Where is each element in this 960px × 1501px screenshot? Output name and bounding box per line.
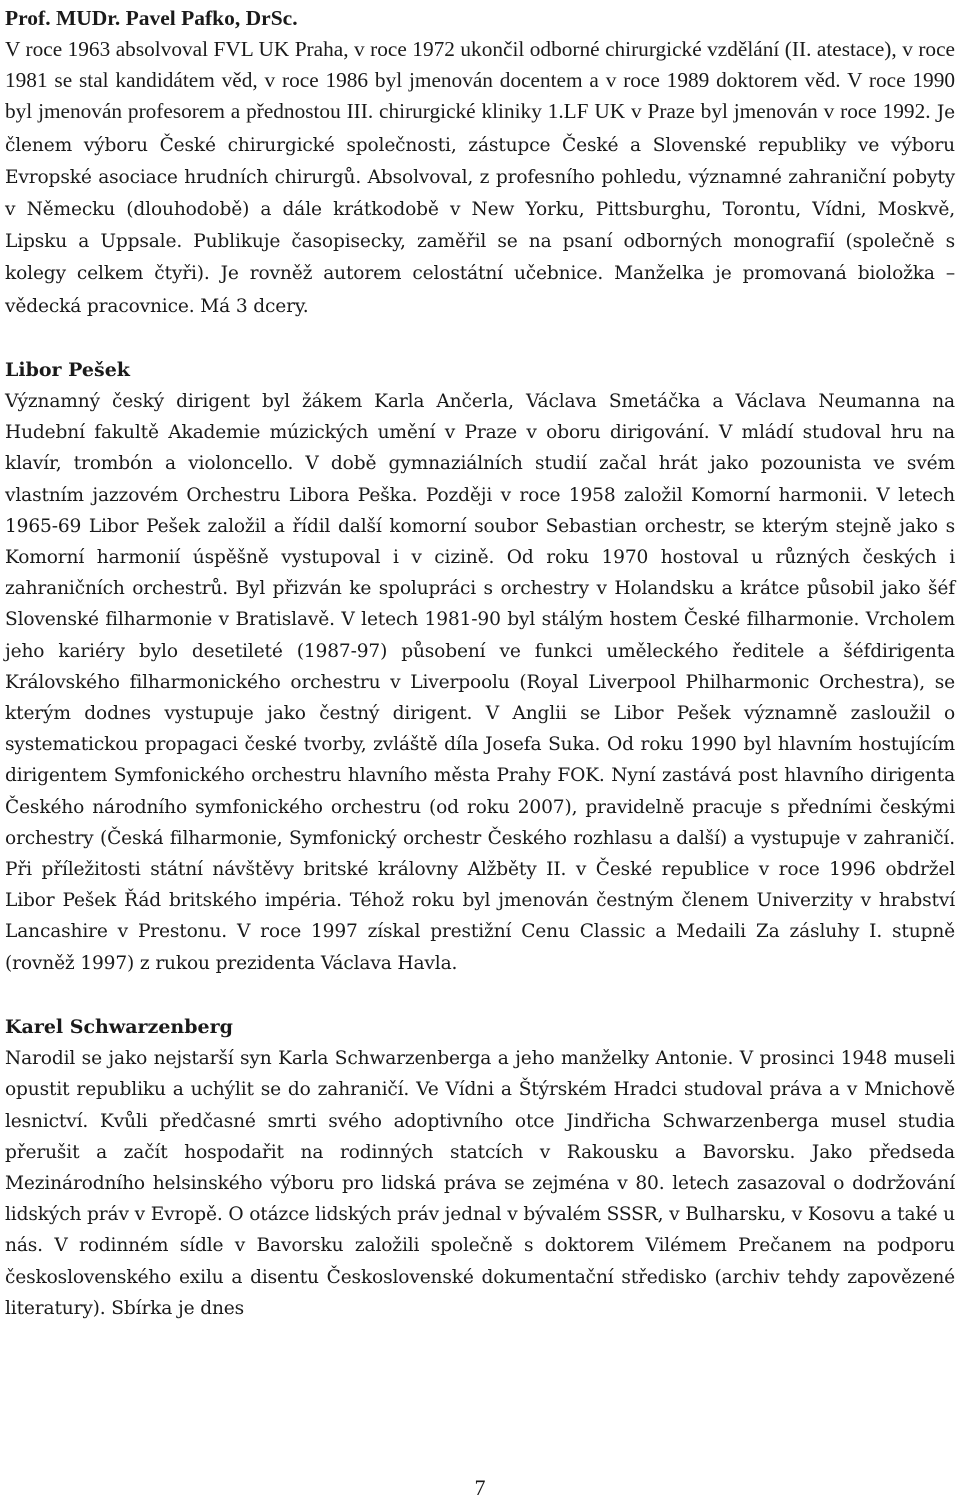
section-paragraph: Významný český dirigent byl žákem Karla Ančerla, Václava Smetáčka a Václava Neumanna na Hudební fakultě Akademie múzických umění v Praze v oboru dirigování. V mládí studoval hru na klavír, trombón a violoncello. V době gymnaziálních studií začal hrát jako pozounista ve svém vlastním jazzovém Orchestru Libora Peška. Později v roce 1958 založil Komorní harmonii. V letech 1965-69 Libor Pešek založil a řídil další komorní soubor Sebastian orchestr, se kterým stejně jako s Komorní harmonií úspěšně vystupoval i v cizině. Od roku 1970 hostoval u různých českých i zahraničních orchestrů. Byl přizván ke spolupráci s orchestry v Holandsku a krátce působil jako šéf Slovenské filharmonie v Bratislavě. V letech 1981-90 byl stálým hostem České filharmonie. Vrcholem jeho kariéry bylo desetileté (1987-97) působení ve funkci uměleckého ředitele a šéfdirigenta Královského filharmonického orchestru v Liverpoolu (Royal Liverpool Philharmonic Orchestra), se kterým dodnes vystupuje jako čestný dirigent. V Anglii se Libor Pešek významně zasloužil o systematickou propagaci české tvorby, zvláště díla Josefa Suka. Od roku 1990 byl hlavním hostujícím dirigentem Symfonického orchestru hlavního města Prahy FOK. Nyní zastává post hlavního dirigenta Českého národního symfonického orchestru (od roku 2007), pravidelně pracuje s předními českými orchestry (Česká filharmonie, Symfonický orchestr Českého rozhlasu a další) a vystupuje v zahraničí. Při příležitosti státní návštěvy britské královny Alžběty II. v České republice v roce 1996 obdržel Libor Pešek Řád britského impéria. Téhož roku byl jmenován čestným členem Univerzity v hrabství Lancashire v Prestonu. V roce 1997 získal prestižní Cenu Classic a Medaili Za zásluhy I. stupně (rovněž 1997) z rukou prezidenta Václava Havla. xyxy=(5,391,955,974)
section-pafko xyxy=(5,0,955,322)
paragraph-intro-text: V roce 1963 absolvoval FVL UK Praha, v roce 1972 ukončil odborné chirurgické vzdělání (II. atestace), v roce 1981 se stal kandidátem věd, v roce 1986 byl jmenován docentem a v roce 1989 doktorem věd. V roce 1990 byl jmenován profesorem a přednostou III. chirurgické kliniky 1.LF UK v Praze byl jmenován v roce 1992. xyxy=(5,37,955,124)
page-number: 7 xyxy=(474,1475,486,1500)
section-spacer xyxy=(5,979,955,1012)
document-page xyxy=(5,0,955,1324)
section-heading: Karel Schwarzenberg xyxy=(5,1015,233,1038)
paragraph-body-text: Je členem výboru České chirurgické společnosti, zástupce České a Slovenské republiky ve výboru Evropské asociace hrudních chirurgů. Absolvoval, z profesního pohledu, významné zahraniční pobyty v Německu (dlouhodobě) a dále krátkodobě v New Yorku, Pittsburghu, Torontu, Vídni, Moskvě, Lipsku a Uppsale. Publikuje časopisecky, zaměřil se na psaní odborných monografií (společně s kolegy celkem čtyři). Je rovněž autorem celostátní učebnice. Manželka je promovaná bioložka – vědecká pracovnice. Má 3 dcery. xyxy=(5,102,956,317)
section-spacer xyxy=(5,322,955,355)
section-heading: Libor Pešek xyxy=(5,358,130,381)
section-paragraph: Narodil se jako nejstarší syn Karla Schwarzenberga a jeho manželky Antonie. V prosinci 1948 museli opustit republiku a uchýlit se do zahraničí. Ve Vídni a Štýrském Hradci studoval práva a v Mnichově lesnictví. Kvůli předčasné smrti svého adoptivního otce Jindřicha Schwarzenberga musel studia přerušit a začít hospodařit na rodinných statcích v Rakousku a Bavorsku. Jako předseda Mezinárodního helsinského výboru pro lidská práva se zejména v 80. letech zasazoval o dodržování lidských práv v Evropě. O otázce lidských práv jednal v bývalém SSSR, v Bulharsku, v Kosovu a také u nás. V rodinném sídle v Bavorsku založili společně s doktorem Vilémem Prečanem na podporu československého exilu a disentu Československé dokumentační středisko (archiv tehdy zapovězené literatury). Sbírka je dnes xyxy=(5,1048,955,1319)
section-heading: Prof. MUDr. Pavel Pafko, DrSc. xyxy=(5,6,298,30)
section-schwarzenberg xyxy=(5,1012,955,1324)
section-pesek xyxy=(5,355,955,979)
section-paragraph xyxy=(5,34,955,322)
